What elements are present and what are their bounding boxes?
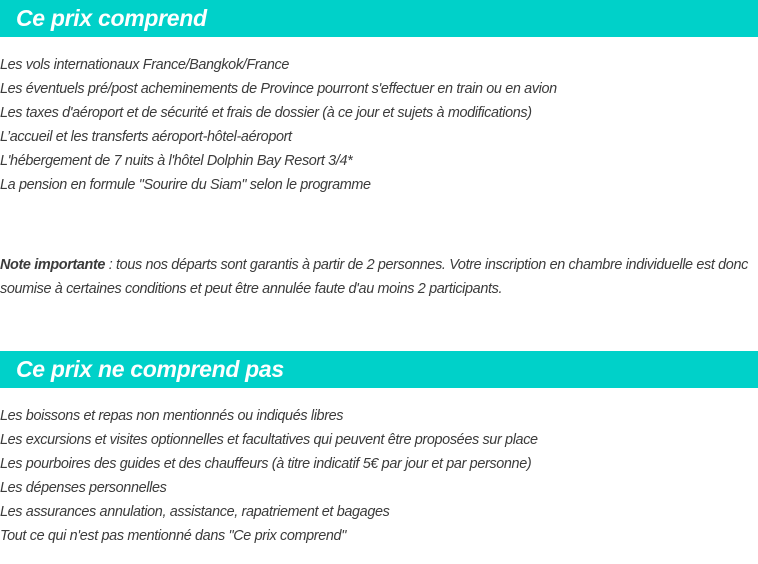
- note-label: Note importante: [0, 257, 106, 273]
- important-note: [0, 253, 758, 301]
- included-title: Ce prix comprend: [16, 5, 207, 31]
- excluded-list: [0, 404, 538, 548]
- included-item: Les taxes d'aéroport et de sécurité et frais de dossier (à ce jour et sujets à modifications): [0, 105, 532, 121]
- included-item: L'hébergement de 7 nuits à l'hôtel Dolphin Bay Resort 3/4*: [0, 153, 353, 169]
- excluded-item: Les pourboires des guides et des chauffeurs (à titre indicatif 5€ par jour et par personne): [0, 456, 532, 472]
- excluded-section-header: [0, 351, 758, 388]
- excluded-title: Ce prix ne comprend pas: [16, 356, 284, 382]
- excluded-item: Les assurances annulation, assistance, rapatriement et bagages: [0, 504, 390, 520]
- included-item: Les éventuels pré/post acheminements de Province pourront s'effectuer en train ou en avion: [0, 81, 557, 97]
- note-text: : tous nos départs sont garantis à partir de 2 personnes. Votre inscription en chambre individuelle est donc soumise à certaines conditions et peut être annulée faute d'au moins 2 participants.: [0, 257, 748, 297]
- included-item: La pension en formule "Sourire du Siam" selon le programme: [0, 177, 371, 193]
- included-list: [0, 53, 557, 197]
- excluded-item: Les excursions et visites optionnelles et facultatives qui peuvent être proposées sur place: [0, 432, 538, 448]
- excluded-item: Tout ce qui n'est pas mentionné dans "Ce prix comprend": [0, 528, 346, 544]
- included-item: Les vols internationaux France/Bangkok/France: [0, 57, 290, 73]
- excluded-item: Les boissons et repas non mentionnés ou indiqués libres: [0, 408, 344, 424]
- excluded-item: Les dépenses personnelles: [0, 480, 167, 496]
- included-section-header: [0, 0, 758, 37]
- included-item: L’accueil et les transferts aéroport-hôtel-aéroport: [0, 129, 292, 145]
